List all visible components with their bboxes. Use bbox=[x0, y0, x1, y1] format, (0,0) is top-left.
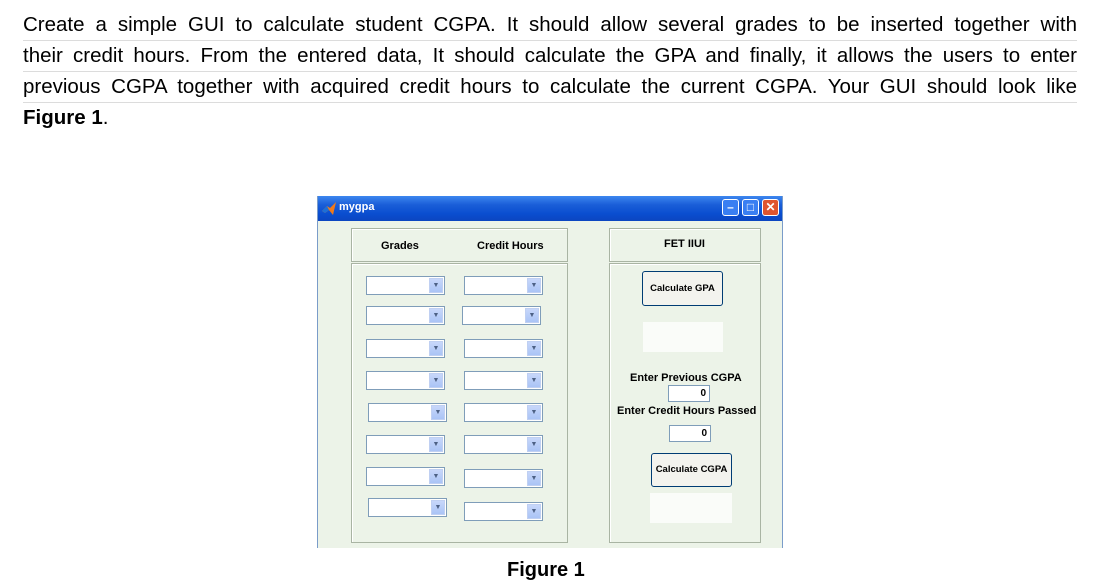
chevron-down-icon: ▼ bbox=[429, 469, 443, 484]
instructions-text bbox=[23, 10, 1077, 133]
gpa-window bbox=[317, 196, 783, 548]
grades-panel bbox=[351, 263, 568, 543]
minimize-button[interactable] bbox=[722, 199, 739, 216]
credit-hours-passed-label: Enter Credit Hours Passed bbox=[617, 405, 757, 417]
chevron-down-icon: ▼ bbox=[527, 405, 541, 420]
grade-dropdown-5[interactable] bbox=[368, 403, 447, 422]
chevron-down-icon: ▼ bbox=[429, 308, 443, 323]
grades-header: Grades bbox=[381, 240, 419, 252]
maximize-button[interactable] bbox=[742, 199, 759, 216]
paragraph-line: their credit hours. From the entered data, It should calculate the GPA and finally, it allows the users to enter bbox=[23, 41, 1077, 72]
grade-dropdown-4[interactable] bbox=[366, 371, 445, 390]
previous-cgpa-label: Enter Previous CGPA bbox=[630, 372, 742, 384]
grade-dropdown-2[interactable] bbox=[366, 306, 445, 325]
chevron-down-icon: ▼ bbox=[431, 500, 445, 515]
credit-dropdown-6[interactable] bbox=[464, 435, 543, 454]
close-icon: ✕ bbox=[765, 200, 776, 214]
grade-dropdown-1[interactable] bbox=[366, 276, 445, 295]
chevron-down-icon: ▼ bbox=[527, 504, 541, 519]
chevron-down-icon: ▼ bbox=[527, 373, 541, 388]
institute-header-panel bbox=[609, 228, 761, 262]
title-bar[interactable] bbox=[318, 196, 782, 221]
calculate-gpa-label: Calculate GPA bbox=[650, 283, 715, 294]
grade-dropdown-7[interactable] bbox=[366, 467, 445, 486]
chevron-down-icon: ▼ bbox=[527, 341, 541, 356]
close-button[interactable] bbox=[762, 199, 779, 216]
credit-dropdown-8[interactable] bbox=[464, 502, 543, 521]
chevron-down-icon: ▼ bbox=[429, 278, 443, 293]
previous-cgpa-input[interactable]: 0 bbox=[668, 385, 710, 402]
credit-dropdown-1[interactable] bbox=[464, 276, 543, 295]
credit-dropdown-3[interactable] bbox=[464, 339, 543, 358]
figure-reference: Figure 1 bbox=[23, 106, 103, 129]
chevron-down-icon: ▼ bbox=[527, 278, 541, 293]
chevron-down-icon: ▼ bbox=[527, 437, 541, 452]
minimize-icon: – bbox=[727, 200, 734, 214]
paragraph-line: previous CGPA together with acquired credit hours to calculate the current CGPA. Your GUI should look like bbox=[23, 72, 1077, 103]
grade-dropdown-8[interactable] bbox=[368, 498, 447, 517]
calculate-gpa-button[interactable] bbox=[642, 271, 723, 306]
chevron-down-icon: ▼ bbox=[431, 405, 445, 420]
calculate-cgpa-button[interactable] bbox=[651, 453, 732, 487]
cgpa-result bbox=[650, 493, 732, 523]
gpa-result bbox=[643, 322, 723, 352]
calculation-panel bbox=[609, 263, 761, 543]
window-title: mygpa bbox=[339, 201, 375, 213]
credit-dropdown-4[interactable] bbox=[464, 371, 543, 390]
credit-hours-header: Credit Hours bbox=[477, 240, 544, 252]
calculate-cgpa-label: Calculate CGPA bbox=[655, 464, 728, 475]
credit-dropdown-5[interactable] bbox=[464, 403, 543, 422]
matlab-icon bbox=[322, 202, 336, 215]
grade-dropdown-6[interactable] bbox=[366, 435, 445, 454]
grades-header-panel bbox=[351, 228, 568, 262]
grade-dropdown-3[interactable] bbox=[366, 339, 445, 358]
paragraph-line: Create a simple GUI to calculate student CGPA. It should allow several grades to be inserted together with bbox=[23, 10, 1077, 41]
chevron-down-icon: ▼ bbox=[429, 437, 443, 452]
chevron-down-icon: ▼ bbox=[429, 341, 443, 356]
chevron-down-icon: ▼ bbox=[527, 471, 541, 486]
figure-caption: Figure 1 bbox=[507, 559, 585, 581]
credit-dropdown-2[interactable] bbox=[462, 306, 541, 325]
paragraph-line bbox=[23, 103, 1077, 133]
period: . bbox=[102, 106, 109, 129]
chevron-down-icon: ▼ bbox=[525, 308, 539, 323]
chevron-down-icon: ▼ bbox=[429, 373, 443, 388]
credit-hours-passed-input[interactable]: 0 bbox=[669, 425, 711, 442]
credit-dropdown-7[interactable] bbox=[464, 469, 543, 488]
institute-label: FET IIUI bbox=[664, 238, 705, 250]
maximize-icon: □ bbox=[746, 200, 755, 214]
